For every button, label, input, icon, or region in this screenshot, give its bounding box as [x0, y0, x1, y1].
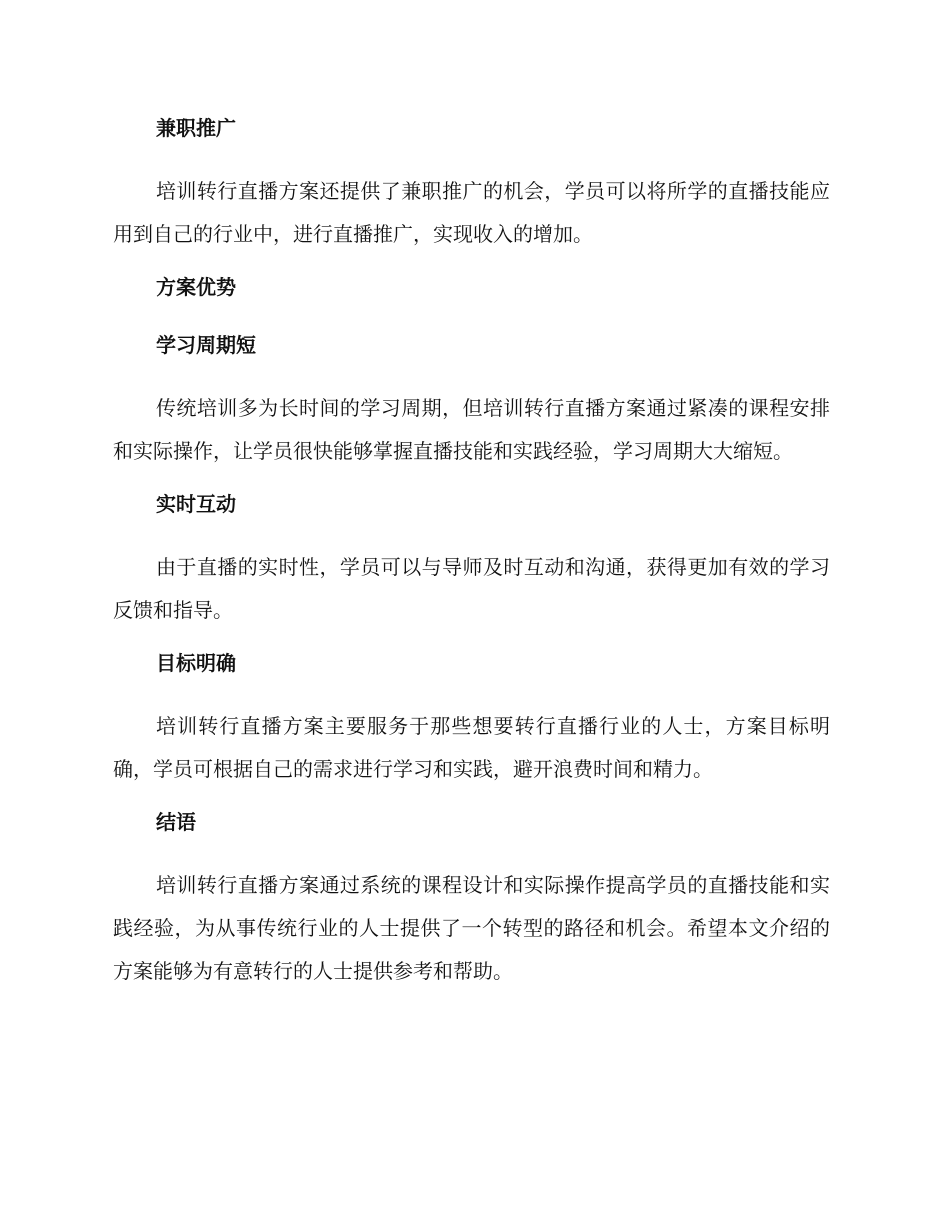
section-heading-clear-goal: 目标明确: [156, 651, 236, 675]
section-heading-short-cycle: 学习周期短: [156, 333, 256, 357]
document-page: [113, 112, 830, 993]
paragraph-conclusion: 培训转行直播方案通过系统的课程设计和实际操作提高学员的直播技能和实践经验，为从事传统行业的人士提供了一个转型的路径和机会。希望本文介绍的方案能够为有意转行的人士提供参考和帮助。: [113, 873, 830, 983]
paragraph-short-cycle: 传统培训多为长时间的学习周期，但培训转行直播方案通过紧凑的课程安排和实际操作，让学员很快能够掌握直播技能和实践经验，学习周期大大缩短。: [113, 396, 830, 463]
paragraph-realtime-interaction: 由于直播的实时性，学员可以与导师及时互动和沟通，获得更加有效的学习反馈和指导。: [113, 555, 830, 622]
paragraph-part-time-promotion: 培训转行直播方案还提供了兼职推广的机会，学员可以将所学的直播技能应用到自己的行业中，进行直播推广，实现收入的增加。: [113, 179, 830, 246]
section-heading-advantages: 方案优势: [156, 275, 236, 299]
section-heading-conclusion: 结语: [156, 810, 196, 834]
section-heading-realtime-interaction: 实时互动: [156, 492, 236, 516]
paragraph-clear-goal: 培训转行直播方案主要服务于那些想要转行直播行业的人士，方案目标明确，学员可根据自己的需求进行学习和实践，避开浪费时间和精力。: [113, 714, 830, 781]
section-heading-part-time-promotion: 兼职推广: [156, 116, 236, 140]
